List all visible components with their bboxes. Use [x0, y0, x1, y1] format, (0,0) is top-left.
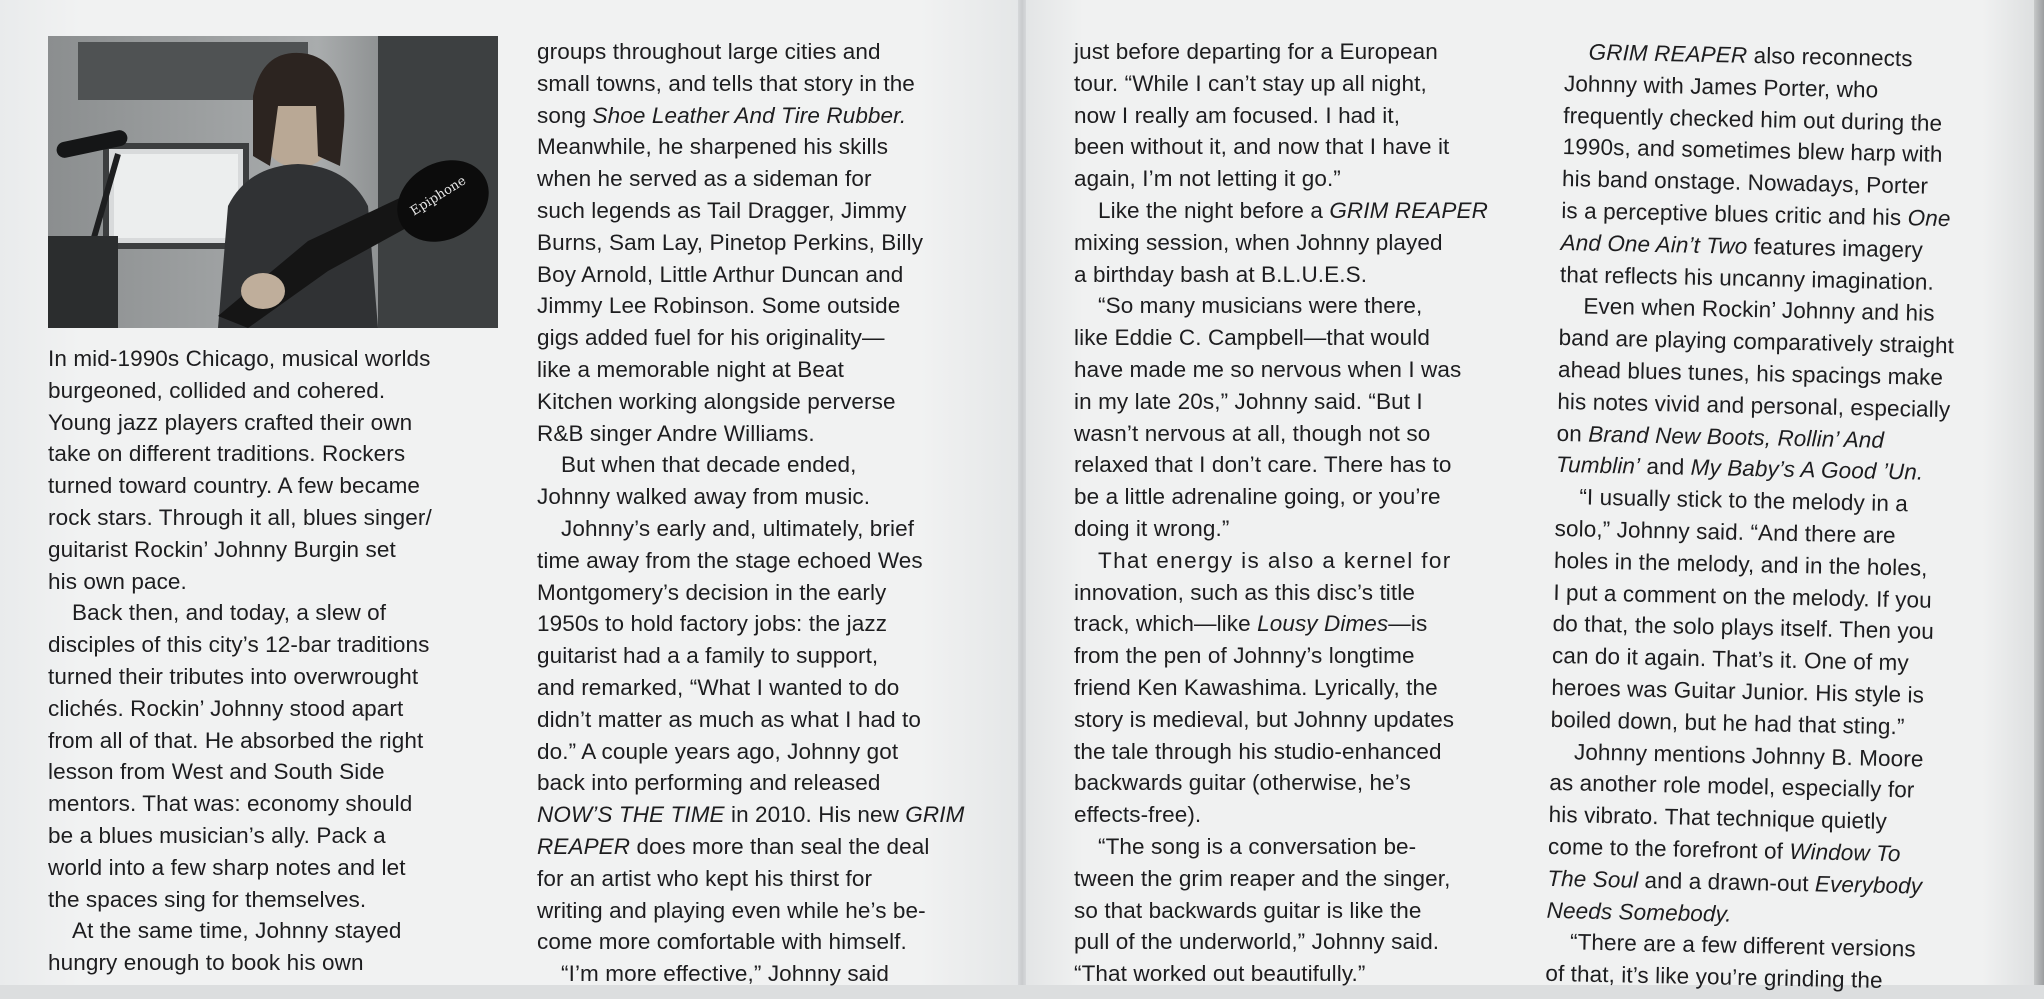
article-column-3 [1074, 36, 1529, 990]
text-line: relaxed that I don’t care. There has to [1074, 452, 1452, 478]
album-title: GRIM [905, 802, 965, 828]
text-line: “That worked out beautifully.” [1074, 961, 1366, 987]
text-line: heroes was Guitar Junior. His style is [1551, 674, 1925, 708]
text-run: and a drawn-out [1637, 867, 1816, 897]
text-line: from all of that. He absorbed the right [48, 727, 424, 753]
text-line [1074, 195, 1529, 227]
text-line: didn’t matter as much as what I had to [537, 706, 921, 732]
album-title: REAPER [537, 833, 631, 859]
text-line: boiled down, but he had that sting.” [1550, 706, 1905, 739]
article-column-1 [48, 343, 503, 979]
text-line: that reflects his uncanny imagination. [1559, 261, 1935, 295]
text-line: small towns, and tells that story in the [537, 70, 915, 96]
text-line: his band onstage. Nowadays, Porter [1561, 166, 1929, 199]
text-line: tour. “While I can’t stay up all night, [1074, 70, 1427, 96]
text-line: In mid-1990s Chicago, musical worlds [48, 346, 431, 371]
text-line: “I’m more effective,” Johnny said [561, 961, 890, 987]
text-run: track, which—like [1074, 611, 1258, 637]
text-line: now I really am focused. I had it, [1074, 102, 1401, 128]
text-run: does more than seal the deal [630, 833, 930, 859]
song-title: Needs Somebody. [1546, 897, 1732, 927]
song-title: Everybody [1814, 871, 1923, 899]
text-line: time away from the stage echoed Wes [537, 547, 923, 573]
text-line: effects-free). [1074, 802, 1202, 828]
text-line: clichés. Rockin’ Johnny stood apart [48, 695, 404, 721]
text-line: band are playing comparatively straight [1558, 325, 1955, 359]
text-line: wasn’t nervous at all, though not so [1074, 420, 1431, 446]
text-line: his notes vivid and personal, especially [1557, 388, 1951, 422]
text-line: R&B singer Andre Williams. [537, 420, 815, 446]
paragraph-1 [48, 343, 503, 597]
text-run: in 2010. His new [724, 802, 906, 828]
text-run: —is [1388, 611, 1428, 637]
text-line: Johnny’s early and, ultimately, brief [561, 515, 915, 541]
text-line: turned toward country. A few became [48, 473, 421, 499]
page-edge [2034, 0, 2044, 985]
text-line: story is medieval, but Johnny updates [1074, 706, 1455, 732]
text-line: Montgomery’s decision in the early [537, 579, 887, 605]
text-line: in my late 20s,” Johnny said. “But I [1074, 388, 1423, 414]
album-title: GRIM REAPER [1329, 197, 1488, 223]
text-line: be a little adrenaline going, or you’re [1074, 484, 1441, 510]
text-run: on [1556, 420, 1589, 447]
text-line: such legends as Tail Dragger, Jimmy [537, 197, 907, 223]
text-line: doing it wrong.” [1074, 515, 1230, 541]
text-line: Meanwhile, he sharpened his skills [537, 134, 889, 160]
paragraph-2 [48, 597, 503, 915]
text-line: Even when Rockin’ Johnny and his [1583, 293, 1935, 327]
page-gutter [1018, 0, 1026, 985]
song-title: Brand New Boots, Rollin’ And [1587, 421, 1885, 453]
text-line: like Eddie C. Campbell—that would [1074, 325, 1430, 351]
text-line: Johnny with James Porter, who [1563, 70, 1879, 103]
song-title: Shoe Leather And Tire Rubber. [592, 102, 907, 128]
text-line: “There are a few different versions [1569, 929, 1916, 962]
text-line: his vibrato. That technique quietly [1548, 801, 1888, 835]
text-run: Like the night before a [1098, 197, 1330, 223]
text-line: hungry enough to book his own [48, 950, 364, 976]
photo-illustration [48, 36, 498, 328]
paragraph-3 [48, 915, 503, 979]
text-line: of that, it’s like you’re grinding the [1545, 960, 1883, 993]
text-line: solo,” Johnny said. “And there are [1554, 515, 1896, 548]
text-line [1074, 608, 1529, 640]
book-title: One [1907, 205, 1951, 232]
text-line: take on different traditions. Rockers [48, 441, 406, 467]
song-title: Window To [1789, 838, 1901, 867]
text-line: just before departing for a European [1074, 39, 1438, 64]
text-line: rock stars. Through it all, blues singer/ [48, 504, 432, 530]
text-line: the tale through his studio-enhanced [1074, 738, 1442, 764]
text-line: disciples of this city’s 12-bar traditions [48, 632, 430, 658]
text-line: guitarist Rockin’ Johnny Burgin set [48, 536, 396, 562]
guitar-headstock-logo: Epiphone [407, 173, 469, 220]
text-line: holes in the melody, and in the holes, [1553, 547, 1928, 581]
text-line: as another role model, especially for [1549, 770, 1915, 803]
text-line: That energy is also a kernel for [1098, 547, 1452, 573]
text-line: a birthday bash at B.L.U.E.S. [1074, 261, 1368, 287]
guitarist-photo [48, 36, 498, 328]
album-title: NOW’S THE TIME [537, 802, 725, 828]
article-column-4 [1545, 36, 2005, 999]
text-line: At the same time, Johnny stayed [72, 918, 402, 944]
text-line: like a memorable night at Beat [537, 356, 844, 382]
text-line: can do it again. That’s it. One of my [1551, 643, 1910, 676]
text-line: so that backwards guitar is like the [1074, 897, 1422, 923]
text-line: gigs added fuel for his originality— [537, 325, 885, 351]
text-line: and remarked, “What I wanted to do [537, 674, 900, 700]
text-line: tween the grim reaper and the singer, [1074, 865, 1451, 891]
article-column-2 [537, 36, 992, 990]
text-run: come to the forefront of [1547, 833, 1790, 864]
text-line: back into performing and released [537, 770, 881, 796]
text-line: Johnny mentions Johnny B. Moore [1573, 738, 1924, 772]
text-line: writing and playing even while he’s be- [537, 897, 926, 923]
text-line: guitarist had a a family to support, [537, 643, 879, 669]
text-line: for an artist who kept his thirst for [537, 865, 873, 891]
book-title: And One Ain’t Two [1560, 229, 1748, 259]
text-line: his own pace. [48, 568, 187, 594]
text-line: “So many musicians were there, [1098, 293, 1423, 319]
text-line: 1950s to hold factory jobs: the jazz [537, 611, 888, 637]
text-line: But when that decade ended, [561, 452, 857, 478]
text-line: innovation, such as this disc’s title [1074, 579, 1415, 605]
text-line: turned their tributes into overwrought [48, 663, 419, 689]
text-line: pull of the underworld,” Johnny said. [1074, 929, 1440, 955]
song-title: Tumblin’ [1555, 452, 1641, 480]
text-line: 1990s, and sometimes blew harp with [1562, 134, 1943, 168]
text-line: friend Ken Kawashima. Lyrically, the [1074, 674, 1438, 700]
text-line: have made me so nervous when I was [1074, 356, 1462, 382]
text-line: be a blues musician’s ally. Pack a [48, 822, 386, 848]
text-line: “I usually stick to the melody in a [1579, 484, 1909, 517]
text-line: Burns, Sam Lay, Pinetop Perkins, Billy [537, 229, 924, 255]
text-line: when he served as a sideman for [537, 166, 872, 192]
text-line: Kitchen working alongside perverse [537, 388, 896, 414]
text-line: do that, the solo plays itself. Then you [1552, 611, 1935, 645]
text-line: Johnny walked away from music. [537, 484, 871, 510]
text-line [537, 831, 992, 863]
text-line: backwards guitar (otherwise, he’s [1074, 770, 1411, 796]
text-line [537, 100, 992, 132]
song-title: My Baby’s A Good ’Un. [1690, 455, 1924, 485]
text-run: and [1639, 454, 1691, 481]
album-title: GRIM REAPER [1588, 39, 1748, 68]
text-line: world into a few sharp notes and let [48, 854, 406, 880]
text-line: I put a comment on the melody. If you [1553, 579, 1933, 613]
text-line: lesson from West and South Side [48, 759, 385, 785]
song-title: Lousy Dimes [1257, 611, 1389, 637]
text-line: come more comfortable with himself. [537, 929, 907, 955]
song-title: The Soul [1547, 865, 1639, 893]
text-line: Boy Arnold, Little Arthur Duncan and [537, 261, 904, 287]
text-line: “The song is a conversation be- [1098, 833, 1417, 859]
text-line: burgeoned, collided and cohered. [48, 377, 386, 403]
text-line: ahead blues tunes, his spacings make [1557, 356, 1944, 390]
text-run: song [537, 102, 593, 128]
text-line: Back then, and today, a slew of [72, 600, 387, 626]
text-line: Young jazz players crafted their own [48, 409, 413, 435]
text-line: Jimmy Lee Robinson. Some outside [537, 293, 901, 319]
text-line [537, 799, 992, 831]
text-line: been without it, and now that I have it [1074, 134, 1450, 160]
text-line: from the pen of Johnny’s longtime [1074, 643, 1415, 669]
text-run: also reconnects [1746, 42, 1913, 72]
text-run: features imagery [1747, 233, 1924, 263]
text-line: frequently checked him out during the [1563, 102, 1943, 136]
text-line: groups throughout large cities and [537, 39, 881, 64]
text-line: mixing session, when Johnny played [1074, 229, 1443, 255]
text-run: is a perceptive blues critic and his [1561, 197, 1908, 231]
text-line: again, I’m not letting it go.” [1074, 166, 1341, 192]
text-line: the spaces sing for themselves. [48, 886, 367, 912]
text-line: mentors. That was: economy should [48, 791, 413, 817]
text-line: do.” A couple years ago, Johnny got [537, 738, 899, 764]
